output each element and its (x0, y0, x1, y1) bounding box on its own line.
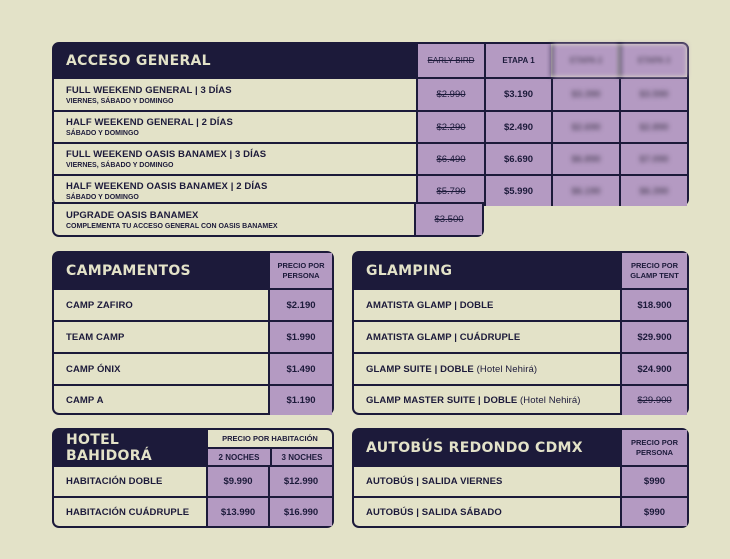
row-title: AUTOBÚS | SALIDA VIERNES (366, 476, 503, 487)
row-title: UPGRADE OASIS BANAMEX (66, 209, 199, 221)
row-title: CAMP A (66, 395, 104, 406)
glamping-row (354, 352, 687, 384)
hotel-table (52, 428, 334, 528)
row-title: AMATISTA GLAMP | DOBLE (366, 299, 494, 311)
campamentos-table (52, 251, 334, 415)
col-early-bird: EARLY BIRD (416, 44, 484, 77)
campamento-row (54, 384, 332, 415)
price-2-noches: $9.990 (206, 467, 268, 496)
acceso-general-title: ACCESO GENERAL (54, 44, 416, 77)
price-etapa-2: $6.190 (551, 176, 619, 206)
price: $990 (620, 498, 687, 526)
col-etapa-2: ETAPA 2 (551, 44, 619, 77)
col-precio-habitacion: PRECIO POR HABITACIÓN (222, 434, 318, 443)
row-subtitle: SÁBADO Y DOMINGO (66, 130, 139, 137)
col-2-noches: 2 NOCHES (208, 449, 270, 465)
acceso-row (54, 142, 687, 174)
price-2-noches: $13.990 (206, 498, 268, 526)
glamping-row (354, 384, 687, 415)
price-3-noches: $16.990 (268, 498, 332, 526)
price: $990 (620, 467, 687, 496)
glamping-row (354, 288, 687, 320)
row-title: HALF WEEKEND OASIS BANAMEX | 2 DÍAS (66, 181, 268, 192)
price-etapa-1: $6.690 (484, 144, 551, 174)
col-precio-glamp: PRECIO POR GLAMP TENT (620, 253, 687, 288)
price-early-bird: $2.290 (416, 112, 484, 142)
row-title: TEAM CAMP (66, 331, 125, 343)
row-title: CAMP ZAFIRO (66, 299, 133, 311)
price-etapa-1: $2.490 (484, 112, 551, 142)
price-etapa-2: $6.890 (551, 144, 619, 174)
row-title: AUTOBÚS | SALIDA SÁBADO (366, 506, 502, 518)
row-subtitle: COMPLEMENTA TU ACCESO GENERAL CON OASIS BANAMEX (66, 222, 278, 230)
price-early-bird: $2.990 (416, 79, 484, 110)
acceso-row-upgrade (52, 202, 484, 237)
autobus-row (354, 465, 687, 496)
col-etapa-3: ETAPA 3 (619, 44, 687, 77)
row-title: FULL WEEKEND GENERAL | 3 DÍAS (66, 84, 232, 96)
price: $24.900 (620, 354, 687, 384)
col-etapa-1: ETAPA 1 (484, 44, 551, 77)
row-subtitle: VIERNES, SÁBADO Y DOMINGO (66, 97, 174, 105)
price-early-bird: $5.790 (416, 176, 484, 206)
price-etapa-3: $6.390 (619, 176, 687, 206)
price-early-bird: $3.500 (414, 204, 482, 235)
row-title: AMATISTA GLAMP | CUÁDRUPLE (366, 331, 521, 343)
hotel-title: HOTEL BAHIDORÁ (54, 430, 206, 465)
hotel-row (54, 465, 332, 496)
acceso-general-table (52, 42, 689, 230)
col-precio-persona: PRECIO POR PERSONA (620, 430, 687, 465)
price-early-bird: $6.490 (416, 144, 484, 174)
price-etapa-2: $3.390 (551, 79, 619, 110)
price-etapa-3: $7.090 (619, 144, 687, 174)
row-subtitle: VIERNES, SÁBADO Y DOMINGO (66, 162, 174, 169)
row-title: HABITACIÓN CUÁDRUPLE (66, 506, 190, 518)
price-etapa-1: $5.990 (484, 176, 551, 206)
autobus-table (352, 428, 689, 528)
glamping-title: GLAMPING (354, 253, 620, 288)
col-3-noches: 3 NOCHES (270, 449, 332, 465)
row-note: (Hotel Nehirá) (520, 395, 581, 406)
price: $29.900 (620, 322, 687, 352)
autobus-title: AUTOBÚS REDONDO CDMX (354, 430, 620, 465)
row-title: HABITACIÓN DOBLE (66, 476, 163, 487)
campamento-row (54, 288, 332, 320)
glamping-table (352, 251, 689, 415)
price-3-noches: $12.990 (268, 467, 332, 496)
price-etapa-3: $2.890 (619, 112, 687, 142)
price: $18.900 (620, 290, 687, 320)
autobus-row (354, 496, 687, 526)
price-sold-out: $29.900 (620, 386, 687, 415)
price: $1.490 (268, 354, 332, 384)
acceso-row (54, 77, 687, 110)
price: $1.990 (268, 322, 332, 352)
col-precio-persona: PRECIO POR PERSONA (268, 253, 332, 288)
row-title: CAMP ÓNIX (66, 363, 121, 375)
price-etapa-3: $3.590 (619, 79, 687, 110)
glamping-row (354, 320, 687, 352)
price-etapa-1: $3.190 (484, 79, 551, 110)
row-title: FULL WEEKEND OASIS BANAMEX | 3 DÍAS (66, 149, 267, 160)
price-etapa-2: $2.690 (551, 112, 619, 142)
price: $1.190 (268, 386, 332, 415)
hotel-row (54, 496, 332, 526)
acceso-row (54, 110, 687, 142)
price: $2.190 (268, 290, 332, 320)
row-title: GLAMP SUITE | DOBLE (366, 363, 474, 375)
row-note: (Hotel Nehirá) (476, 363, 538, 375)
campamento-row (54, 352, 332, 384)
row-title: HALF WEEKEND GENERAL | 2 DÍAS (66, 117, 233, 128)
row-subtitle: SÁBADO Y DOMINGO (66, 194, 139, 201)
campamento-row (54, 320, 332, 352)
campamentos-title: CAMPAMENTOS (54, 253, 268, 288)
row-title: GLAMP MASTER SUITE | DOBLE (366, 395, 518, 406)
